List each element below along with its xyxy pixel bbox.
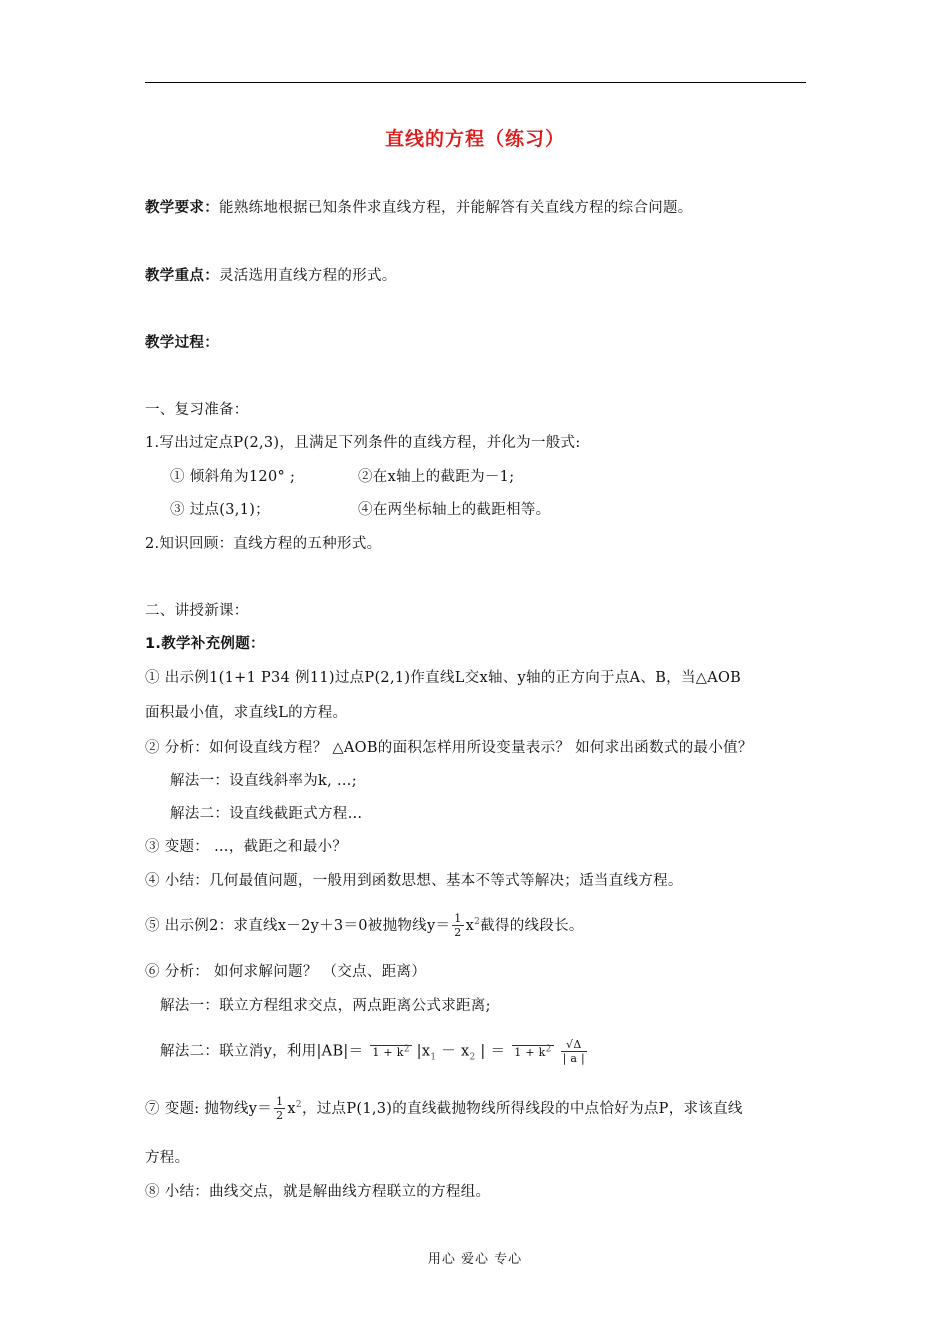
section-1-heading: 一、复习准备： [145,402,249,418]
solution-1-1: 解法一：设直线斜率为k, …; [170,773,357,789]
condition-4: ④在两坐标轴上的截距相等。 [358,502,551,518]
supplement-heading: 1.教学补充例题： [145,636,265,652]
variant-2: ⑦ 变题: 抛物线y＝ $\frac{1}{2}$ $x^2$，过点P(1,3)的直线截抛物线所得线段的中点恰好为点P，求该直线 [145,1095,743,1123]
review-question-2: 2.知识回顾：直线方程的五种形式。 [145,536,382,552]
summary-1: ④ 小结：几何最值问题，一般用到函数思想、基本不等式等解决；适当直线方程。 [145,873,683,889]
example-1-line-2: 面积最小值，求直线L的方程。 [145,705,348,721]
condition-1: ① 倾斜角为120° ; [170,469,296,485]
section-2-heading: 二、讲授新课： [145,603,249,619]
page-title: 直线的方程（练习） [384,128,565,150]
teaching-focus [145,266,397,286]
requirement-label: 教学要求： [145,200,219,216]
solution-1-2: 解法二：设直线截距式方程… [170,806,363,822]
header-rule [145,82,806,83]
analysis-1: ② 分析：如何设直线方程？ △AOB的面积怎样用所设变量表示？ 如何求出函数式的最小值？ [145,740,753,756]
condition-3: ③ 过点(3,1)； [170,502,270,518]
example-2-text: ⑤ 出示例2：求直线x－2y＋3＝0被抛物线y＝ [145,917,451,934]
requirement-text: 能熟练地根据已知条件求直线方程，并能解答有关直线方程的综合问题。 [219,200,693,216]
sqrt-expression-1: $1 + k^2$ [372,1043,410,1059]
variant-2-tail: 方程。 [145,1150,190,1166]
teaching-requirement [145,198,693,218]
sqrt-expression-2: $1 + k^2$ [514,1043,552,1059]
example-2: ⑤ 出示例2：求直线x－2y＋3＝0被抛物线y＝ $\frac{1}{2}$ $x^2$截得的线段长。 [145,912,584,940]
example-2-tail: 截得的线段长。 [480,917,584,934]
focus-text: 灵活选用直线方程的形式。 [219,268,397,284]
summary-2: ⑧ 小结：曲线交点，就是解曲线方程联立的方程组。 [145,1184,491,1200]
example-1-line-1: ① 出示例1(1+1 P34 例11)过点P(2,1)作直线L交x轴、y轴的正方向于点A、B，当△AOB [145,670,742,686]
analysis-2: ⑥ 分析： 如何求解问题？ （交点、距离） [145,964,427,980]
half-fraction-2: $\frac{1}{2}$ [276,1095,284,1123]
delta-fraction: $\frac{√\Delta}{| a |}$ [562,1038,586,1065]
page-footer: 用心 爱心 专心 [427,1252,523,1267]
solution-2-1: 解法一：联立方程组求交点，两点距离公式求距离; [160,998,491,1014]
half-fraction: $\frac{1}{2}$ [454,912,462,940]
process-label: 教学过程： [145,335,219,351]
variant-1: ③ 变题： …，截距之和最小？ [145,839,348,855]
solution-2-2: 解法二：联立消y，利用$|AB|= 1 + k^2$ $|x_1 - x_2$ | ＝ $1 + k^2$ $\frac{√\Delta}{| a |}$ [160,1038,586,1065]
condition-2: ②在x轴上的截距为－1; [358,469,515,485]
focus-label: 教学重点： [145,268,219,284]
review-question-1: 1.写出过定点P(2,3)，且满足下列条件的直线方程，并化为一般式: [145,435,581,451]
